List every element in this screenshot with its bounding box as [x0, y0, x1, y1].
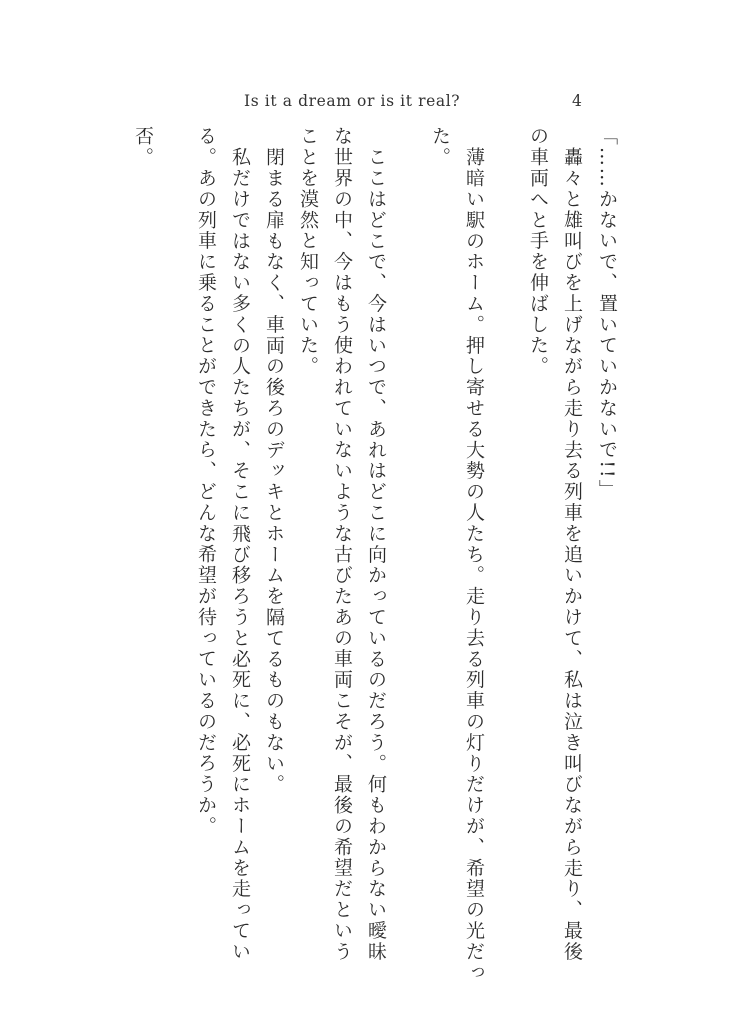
text-column-10: 私だけではない多くの人たちが、そこに飛び移ろうと必死に、必死にホームを走ってい — [229, 147, 251, 963]
text-column-2: 轟々と雄叫びを上げながら走り去る列車を追いかけて、私は泣き叫びながら走り、最後 — [561, 147, 583, 963]
text-column-9: 閉まる扉もなく、車両の後ろのデッキとホームを隔てるものもない。 — [263, 147, 285, 795]
text-column-6: ここはどこで、今はいつで、あれはどこに向かっているのだろう。何もわからない曖昧 — [365, 147, 387, 963]
text-column-1: 「……かないで、置いていかないで!!」 — [596, 126, 618, 501]
text-column-3: の車両へと手を伸ばした。 — [527, 126, 549, 377]
page-number: 4 — [572, 92, 582, 110]
running-title: Is it a dream or is it real? — [244, 92, 461, 110]
text-column-8: ことを漠然と知っていた。 — [297, 126, 319, 377]
text-column-5: た。 — [429, 126, 451, 168]
text-column-12: 否。 — [132, 126, 154, 168]
text-column-7: な世界の中、今はもう使われていないような古びたあの車両こそが、最後の希望だという — [331, 126, 353, 962]
text-column-4: 薄暗い駅のホーム。押し寄せる大勢の人たち。走り去る列車の灯りだけが、希望の光だっ — [463, 147, 485, 983]
text-column-11: る。あの列車に乗ることができたら、どんな希望が待っているのだろうか。 — [195, 126, 217, 837]
